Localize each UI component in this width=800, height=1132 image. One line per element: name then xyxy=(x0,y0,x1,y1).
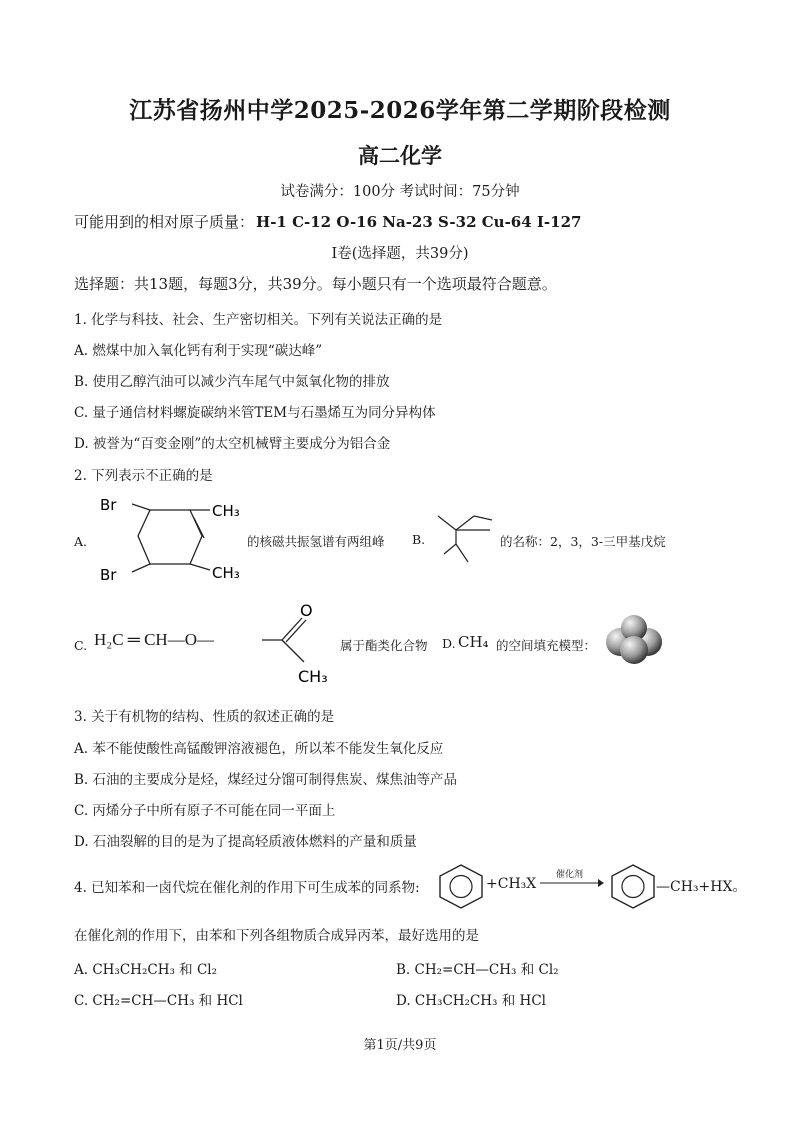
methyl-label: CH₃ xyxy=(298,667,328,686)
q2-stem: 2. 下列表示不正确的是 xyxy=(74,468,213,484)
q1-option-c: C. 量子通信材料螺旋碳纳米管TEM与石墨烯互为同分异构体 xyxy=(74,405,436,421)
carbonyl-o-label: O xyxy=(300,601,313,620)
benzene-ring-product xyxy=(606,862,660,910)
q4-option-c: C. CH₂=CH—CH₃ 和 HCl xyxy=(74,993,243,1009)
q4-product: —CH₃+HX。 xyxy=(656,879,747,895)
methane-space-filling-model xyxy=(600,612,668,668)
section-title: Ⅰ卷(选择题，共39分) xyxy=(331,246,469,262)
exam-title: 江苏省扬州中学2025-2026学年第二学期阶段检测 xyxy=(129,97,671,124)
q4-option-d: D. CH₃CH₂CH₃ 和 HCl xyxy=(396,993,546,1009)
q3-option-d: D. 石油裂解的目的是为了提高轻质液体燃料的产量和质量 xyxy=(74,834,417,850)
q3-stem: 3. 关于有机物的结构、性质的叙述正确的是 xyxy=(74,709,335,725)
q2-option-a-text: 的核磁共振氢谱有两组峰 xyxy=(247,534,385,549)
atomic-mass-label: 可能用到的相对原子质量： xyxy=(74,213,255,231)
q2-d-formula: CH₄ xyxy=(458,633,489,651)
q2-b-skeletal-structure xyxy=(430,508,500,570)
atomic-mass-values: H-1 C-12 O-16 Na-23 S-32 Cu-64 I-127 xyxy=(256,213,582,231)
q1-option-b: B. 使用乙醇汽油可以减少汽车尾气中氮氧化物的排放 xyxy=(74,374,390,390)
ch3-label-top: CH₃ xyxy=(212,502,240,520)
q2-option-c-text: 属于酯类化合物 xyxy=(340,638,428,653)
exam-info: 试卷满分：100分 考试时间：75分钟 xyxy=(280,184,520,200)
atomic-mass-line xyxy=(74,211,581,232)
q4-option-b: B. CH₂=CH—CH₃ 和 Cl₂ xyxy=(396,962,559,978)
q3-option-b: B. 石油的主要成分是烃，煤经过分馏可制得焦炭、煤焦油等产品 xyxy=(74,772,458,788)
ch3-label-bottom: CH₃ xyxy=(212,564,240,582)
page-number: 第1页/共9页 xyxy=(363,1038,437,1053)
q1-option-d: D. 被誉为“百变金刚”的太空机械臂主要成分为铝合金 xyxy=(74,436,391,452)
br-label-top: Br xyxy=(100,496,117,514)
q4-stem: 4. 已知苯和一卤代烷在催化剂的作用下可生成苯的同系物: xyxy=(74,880,420,896)
instructions: 选择题：共13题，每题3分，共39分。每小题只有一个选项最符合题意。 xyxy=(74,275,557,293)
q4-reagent: +CH₃X xyxy=(486,876,537,892)
q4-catalyst-label: 催化剂 xyxy=(556,870,584,880)
q4-stem-2: 在催化剂的作用下，由苯和下列各组物质合成异丙苯，最好选用的是 xyxy=(74,928,479,944)
subject-title: 高二化学 xyxy=(358,143,442,168)
q2-c-carbonyl xyxy=(256,598,336,690)
reaction-arrow xyxy=(538,877,604,889)
q2-option-b-text: 的名称：2，3，3-三甲基戊烷 xyxy=(500,534,666,549)
q1-stem: 1. 化学与科技、社会、生产密切相关。下列有关说法正确的是 xyxy=(74,312,443,328)
q3-option-c: C. 丙烯分子中所有原子不可能在同一平面上 xyxy=(74,803,336,819)
q2-option-d-text: 的空间填充模型： xyxy=(496,638,597,653)
q4-option-a: A. CH₃CH₂CH₃ 和 Cl₂ xyxy=(74,962,218,978)
q2-option-b-label: B. xyxy=(412,532,426,547)
q2-option-d-label: D. xyxy=(442,636,456,651)
q2-option-a-label: A. xyxy=(74,534,88,549)
q1-option-a: A. 燃煤中加入氧化钙有利于实现“碳达峰” xyxy=(74,343,323,359)
q2-option-c-label: C. xyxy=(74,638,88,653)
benzene-ring-reactant xyxy=(434,862,488,910)
br-label-bottom: Br xyxy=(100,566,117,584)
q3-option-a: A. 苯不能使酸性高锰酸钾溶液褪色，所以苯不能发生氧化反应 xyxy=(74,741,444,757)
q2-a-structure xyxy=(90,492,250,588)
q2-c-formula: H₂C ═ CH—O— xyxy=(94,630,214,649)
